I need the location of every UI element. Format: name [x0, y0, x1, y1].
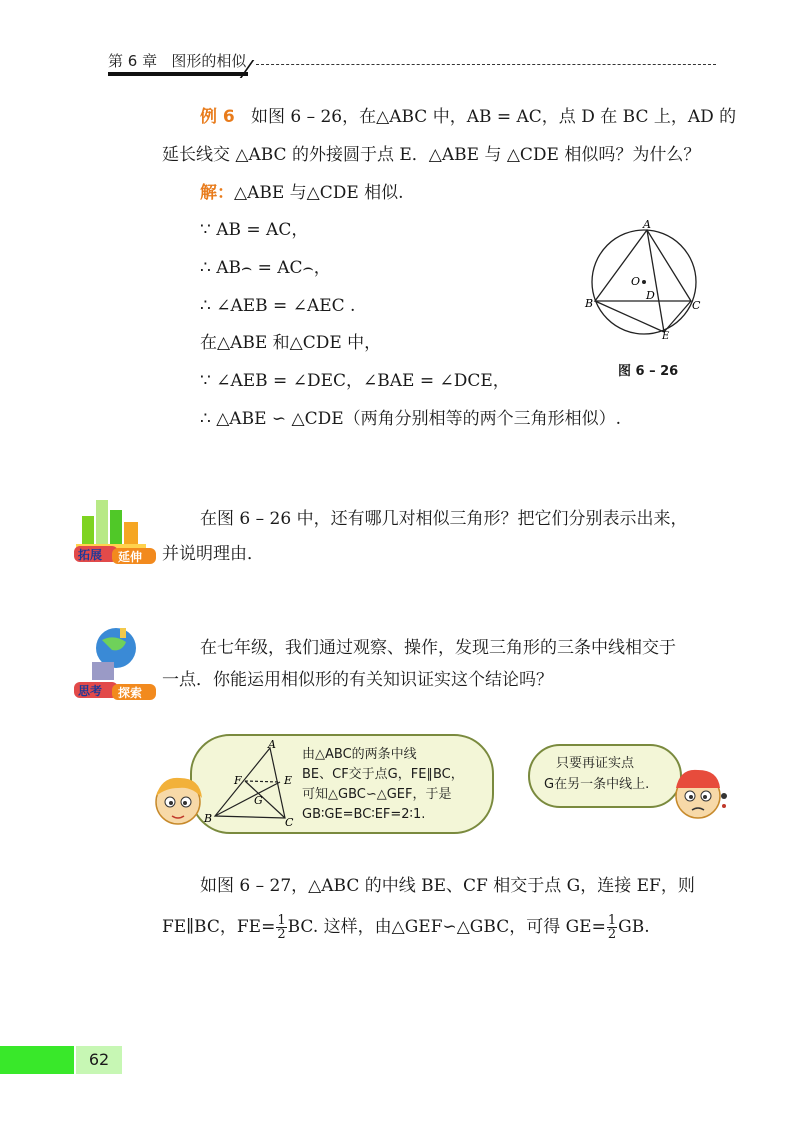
figure-6-26-caption: 图 6 – 26 [618, 364, 679, 379]
fig1-label-c: C [692, 299, 701, 312]
conclusion-part-a: FE∥BC，FE= [162, 917, 276, 937]
fraction-2-den: 2 [607, 927, 617, 942]
header-bar [108, 72, 248, 76]
fraction-1-num: 1 [277, 913, 286, 928]
example-line-2: 延长线交 △ABC 的外接圆于点 E．△ABE 与 △CDE 相似吗？为什么？ [162, 145, 701, 165]
header-dashed-rule [256, 64, 716, 65]
solution-label: 解： [200, 183, 234, 203]
left-bubble-line-4: GB∶GE=BC∶EF=2∶1. [302, 807, 426, 822]
left-bubble-line-1: 由△ABC的两条中线 [302, 747, 417, 762]
conclusion-part-c: GB. [618, 917, 650, 937]
conclusion-line-2 [162, 910, 650, 944]
right-bubble-line-2: G在另一条中线上. [544, 777, 650, 792]
fig1-label-e: E [662, 331, 670, 340]
example-label: 例 6 [200, 107, 235, 127]
cartoon-girl-icon [148, 772, 208, 834]
extension-badge-right: 延伸 [118, 550, 143, 564]
page-number: 62 [76, 1046, 122, 1074]
fraction-half-1 [276, 914, 286, 941]
solution-step-6: ∴ △ABE ∽ △CDE（两角分别相等的两个三角形相似）. [200, 409, 622, 429]
left-bubble-line-3: 可知△GBC∽△GEF，于是 [302, 787, 452, 802]
fig2-label-g: G [254, 794, 263, 807]
fraction-1-den: 2 [277, 927, 286, 942]
right-bubble-line-1: 只要再证实点 [556, 756, 635, 771]
page-number-tab [0, 1046, 74, 1074]
explore-line-1: 在七年级，我们通过观察、操作，发现三角形的三条中线相交于 [200, 638, 676, 658]
fig2-label-c: C [285, 816, 294, 828]
fraction-2-num: 1 [607, 913, 617, 928]
conclusion-line-1: 如图 6 – 27，△ABC 的中线 BE、CF 相交于点 G，连接 EF，则 [200, 876, 695, 896]
solution-step-5: ∵ ∠AEB = ∠DEC，∠BAE = ∠DCE， [200, 371, 510, 391]
fig2-label-f: F [234, 774, 242, 787]
solution-first: △ABE 与△CDE 相似. [234, 183, 404, 203]
solution-step-4: 在△ABE 和△CDE 中， [200, 333, 382, 353]
figure-6-27-triangle [200, 738, 300, 828]
explore-line-2: 一点．你能运用相似形的有关知识证实这个结论吗？ [162, 670, 553, 690]
solution-step-3: ∴ ∠AEB = ∠AEC . [200, 296, 356, 316]
header-title: 图形的相似 [171, 52, 247, 70]
fig1-label-o: O [631, 275, 641, 288]
cartoon-boy-icon [668, 762, 730, 826]
explore-globe-icon [72, 620, 156, 702]
extension-badge-left: 拓展 [78, 548, 103, 562]
solution-line-0 [200, 181, 404, 205]
explore-badge-left: 思考 [78, 684, 103, 698]
running-header [108, 50, 246, 71]
fig1-label-a: A [643, 218, 651, 231]
fig2-label-b: B [204, 812, 213, 825]
example-line-1 [200, 105, 736, 129]
extension-line-1: 在图 6 – 26 中，还有哪几对相似三角形？把它们分别表示出来， [200, 509, 688, 529]
extension-bar-chart-icon [72, 486, 156, 566]
fig1-label-b: B [585, 297, 594, 310]
header-chapter: 第 6 章 [108, 52, 158, 70]
fraction-half-2 [607, 914, 617, 941]
conclusion-part-b: BC. 这样，由△GEF∽△GBC，可得 GE= [287, 917, 606, 937]
solution-step-2: ∴ AB⌢ = AC⌢， [200, 258, 331, 278]
explore-badge-right: 探索 [118, 686, 143, 700]
left-bubble-line-2: BE、CF交于点G，FE∥BC， [302, 767, 464, 782]
fig1-label-d: D [646, 289, 655, 302]
solution-step-1: ∵ AB = AC， [200, 220, 309, 240]
extension-line-2: 并说明理由． [162, 544, 264, 564]
fig2-label-e: E [284, 774, 293, 787]
fig2-label-a: A [268, 738, 276, 751]
figure-6-26 [580, 215, 710, 340]
example-text-1: 如图 6 – 26，在△ABC 中，AB = AC，点 D 在 BC 上，AD 的 [250, 107, 737, 127]
